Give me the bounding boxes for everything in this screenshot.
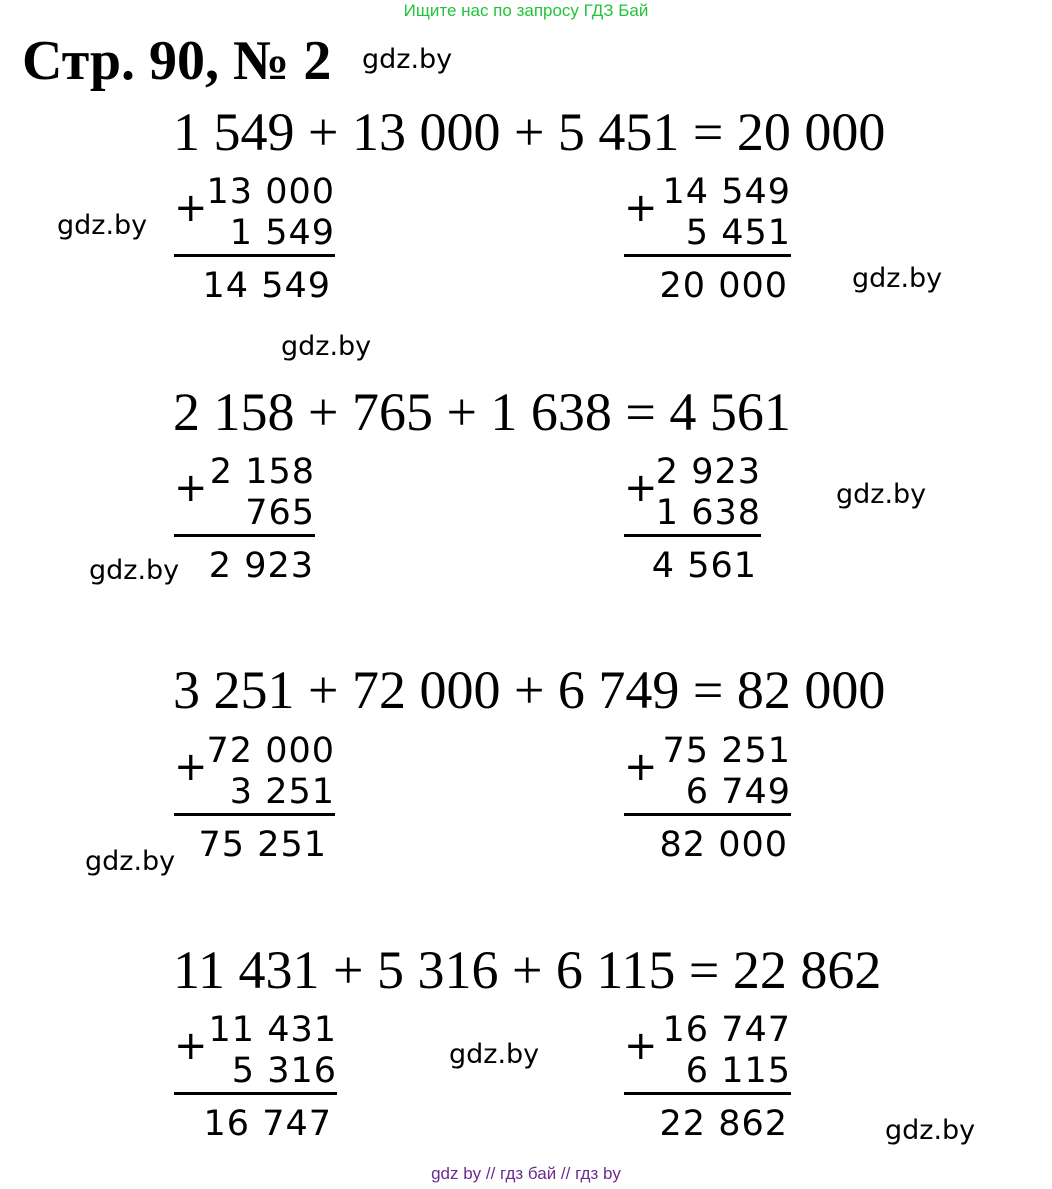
watermark: gdz.by	[57, 210, 148, 241]
sum-line	[174, 1092, 337, 1095]
bottom-footer: gdz by // гдз бай // гдз by	[431, 1164, 621, 1183]
equation-1: 1 549 + 13 000 + 5 451 = 20 000	[173, 102, 886, 162]
watermark: gdz.by	[281, 331, 372, 362]
plus-sign: +	[174, 465, 208, 511]
sum-line	[174, 534, 315, 537]
sum-result: 16 747	[203, 1104, 332, 1144]
plus-sign: +	[174, 1023, 208, 1069]
sum-result: 2 923	[208, 546, 314, 586]
addend-top: 2 923	[655, 452, 761, 492]
watermark: gdz.by	[836, 479, 927, 510]
sum-result: 82 000	[659, 825, 788, 865]
sum-result: 4 561	[651, 546, 757, 586]
sum-line	[624, 813, 791, 816]
plus-sign: +	[624, 465, 658, 511]
sum-line	[624, 1092, 791, 1095]
addend-top: 13 000	[206, 172, 335, 212]
equation-2: 2 158 + 765 + 1 638 = 4 561	[173, 382, 791, 442]
equation-3: 3 251 + 72 000 + 6 749 = 82 000	[173, 660, 886, 720]
sum-line	[174, 254, 335, 257]
watermark: gdz.by	[362, 44, 453, 75]
addend-top: 16 747	[662, 1010, 791, 1050]
addend-top: 11 431	[208, 1010, 337, 1050]
sum-result: 22 862	[659, 1104, 788, 1144]
addend-bottom: 765	[245, 493, 315, 533]
page-title: Стр. 90, № 2	[22, 30, 332, 92]
watermark: gdz.by	[89, 555, 180, 586]
addend-bottom: 1 549	[229, 213, 335, 253]
plus-sign: +	[624, 185, 658, 231]
addend-bottom: 6 749	[685, 772, 791, 812]
equation-4: 11 431 + 5 316 + 6 115 = 22 862	[173, 940, 882, 1000]
addend-top: 72 000	[206, 731, 335, 771]
top-banner: Ищите нас по запросу ГДЗ Бай	[403, 1, 649, 20]
addend-bottom: 6 115	[685, 1051, 791, 1091]
watermark: gdz.by	[852, 263, 943, 294]
addend-top: 2 158	[209, 452, 315, 492]
watermark: gdz.by	[449, 1039, 540, 1070]
addend-bottom: 3 251	[229, 772, 335, 812]
sum-result: 14 549	[202, 266, 331, 306]
plus-sign: +	[624, 744, 658, 790]
addend-bottom: 5 316	[231, 1051, 337, 1091]
watermark: gdz.by	[885, 1115, 976, 1146]
addend-top: 75 251	[662, 731, 791, 771]
addend-bottom: 5 451	[685, 213, 791, 253]
plus-sign: +	[624, 1023, 658, 1069]
sum-line	[624, 254, 791, 257]
sum-line	[174, 813, 335, 816]
plus-sign: +	[174, 185, 208, 231]
addend-top: 14 549	[662, 172, 791, 212]
addend-bottom: 1 638	[655, 493, 761, 533]
sum-result: 75 251	[198, 825, 327, 865]
plus-sign: +	[174, 744, 208, 790]
watermark: gdz.by	[85, 846, 176, 877]
sum-line	[624, 534, 761, 537]
sum-result: 20 000	[659, 266, 788, 306]
